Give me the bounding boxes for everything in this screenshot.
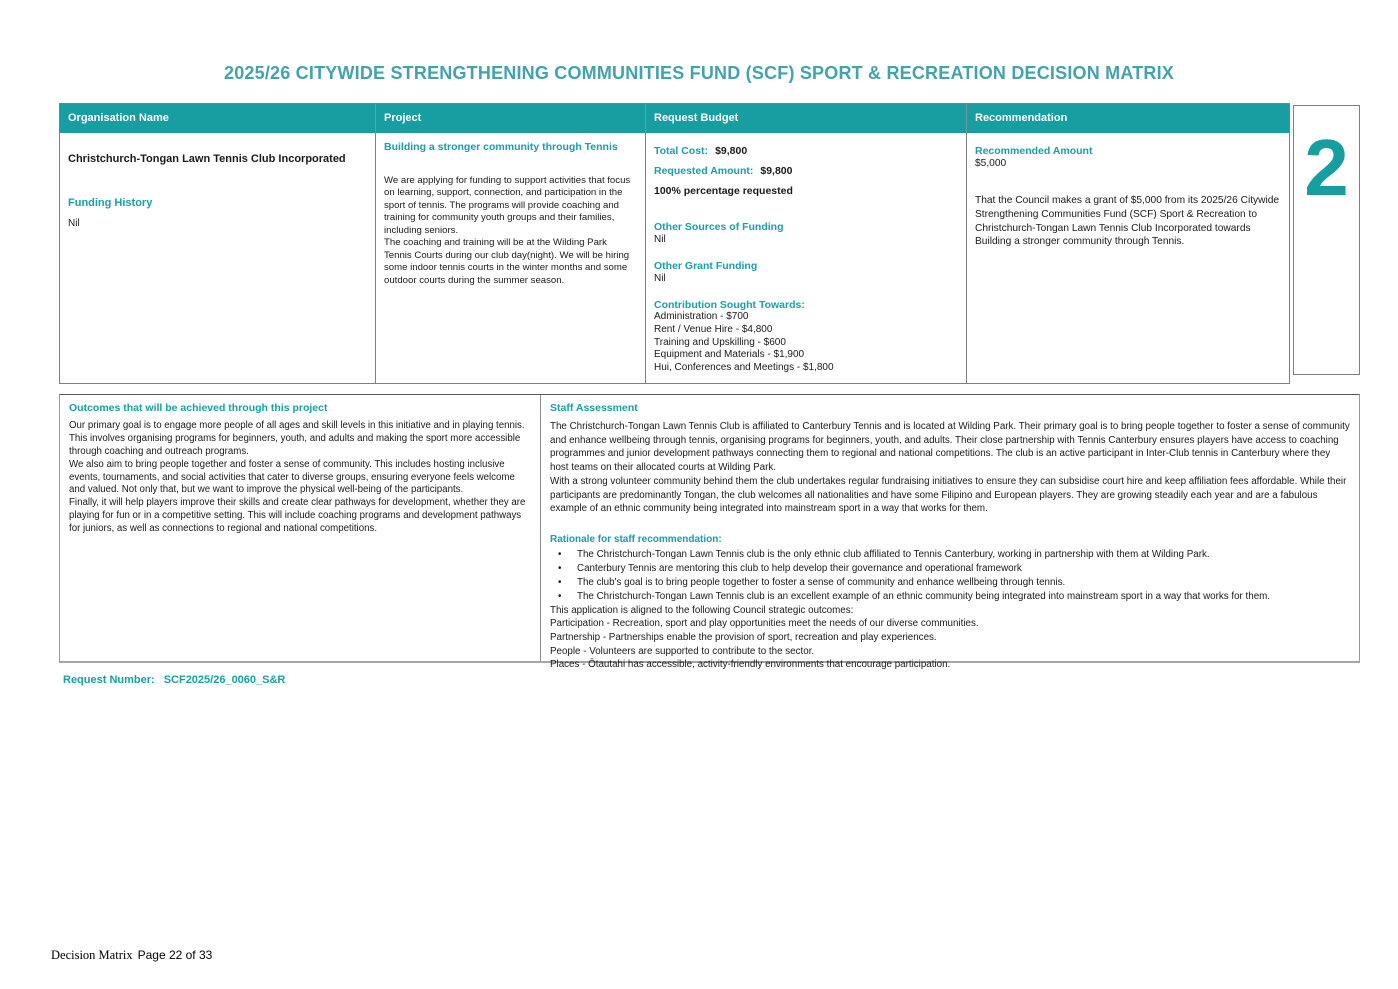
staff-assessment-box [541, 395, 1359, 671]
other-grant-group [654, 260, 958, 284]
requested-amount-line [654, 165, 958, 177]
other-sources-value: Nil [654, 234, 666, 245]
rationale-heading: Rationale for staff recommendation: [550, 533, 722, 545]
header-organisation-name: Organisation Name [60, 104, 376, 133]
priority-number-box [1293, 105, 1360, 375]
staff-assessment-paragraph: With a strong volunteer community behind them the club undertakes regular fundraising initiatives to ensure they can subsidise court hire and keep affiliation fees affordable. While their participants are predominantly Tongan, the club welcomes all nationalities and have some Filipino and European players. They are growing steadily each year and are a fabulous example of an ethnic community being integrated into mainstream sport in a way that works for them. [550, 475, 1347, 515]
rationale-bullet-list [550, 548, 1350, 604]
contribution-label: Contribution Sought Towards: [654, 299, 805, 311]
contribution-item: Administration - $700 [654, 311, 749, 322]
total-cost-line [654, 145, 958, 157]
total-cost-value: $9,800 [715, 145, 748, 157]
contribution-item: Equipment and Materials - $1,900 [654, 349, 805, 361]
recommended-amount-value: $5,000 [975, 158, 1007, 169]
rationale-bullet: • The Christchurch-Tongan Lawn Tennis club is the only ethnic club affiliated to Tennis Canterbury, working in partnership with them at Wilding Park. [550, 548, 1350, 562]
funding-history-value: Nil [68, 218, 80, 229]
recommendation-text: That the Council makes a grant of $5,000 from its 2025/26 Citywide Strengthening Communities Fund (SCF) Sport & Recreation to Christchurch-Tongan Lawn Tennis Club Incorporated towards Building a stronger community through Tennis. [975, 195, 1280, 248]
total-cost-label: Total Cost: [654, 145, 709, 157]
aligned-outcome-line: People - Volunteers are supported to contribute to the sector. [550, 645, 815, 657]
table-body-row [60, 133, 1289, 383]
header-project: Project [376, 104, 646, 133]
staff-assessment-heading: Staff Assessment [550, 402, 638, 414]
requested-amount-value: $9,800 [760, 165, 793, 177]
page-title: 2025/26 CITYWIDE STRENGTHENING COMMUNITIES FUND (SCF) SPORT & RECREATION DECISION MATRIX [224, 63, 1174, 83]
recommendation-cell [967, 133, 1289, 383]
project-cell [376, 133, 646, 383]
request-number-label: Request Number: [63, 674, 155, 686]
priority-number: 2 [1304, 123, 1349, 212]
staff-assessment-paragraph: The Christchurch-Tongan Lawn Tennis Club is affiliated to Canterbury Tennis and is located at Wilding Park. Their primary goal is to bring people together to foster a sense of community and enhance wellbeing through tennis, organising programs for beginners, youth, and adults. Their close partnership with Tennis Canterbury ensures players have access to coaching programmes and junior development pathways connecting them to regional and national competitions. The club is an active participant in Inter-Club tennis in Canterbury where they host teams on their allocated courts at Wilding Park. [550, 421, 1350, 474]
recommended-amount-label: Recommended Amount [975, 145, 1093, 157]
request-number [63, 674, 285, 686]
funding-history-label: Funding History [68, 197, 153, 209]
other-grant-value: Nil [654, 273, 666, 284]
outcomes-text [69, 420, 531, 536]
project-description [384, 175, 637, 287]
contribution-item: Rent / Venue Hire - $4,800 [654, 323, 773, 335]
other-sources-group [654, 221, 958, 245]
contribution-item: Training and Upskilling - $600 [654, 336, 786, 348]
outcomes-paragraph: We also aim to bring people together and foster a sense of community. This includes hosting inclusive events, tournaments, and social activities that cater to diverse groups, ensuring everyone feels welcome and valued. Not only that, but we want to improve the physical well-being of the participants. [69, 458, 515, 496]
decision-matrix-table [59, 103, 1290, 384]
outcomes-box [60, 395, 541, 661]
other-grant-label: Other Grant Funding [654, 260, 758, 272]
request-budget-cell [646, 133, 967, 383]
rationale-bullet: • The Christchurch-Tongan Lawn Tennis club is an excellent example of an ethnic community being integrated into mainstream sport in a way that works for them. [550, 590, 1350, 604]
staff-assessment-text [550, 420, 1350, 516]
requested-amount-label: Requested Amount: [654, 165, 754, 177]
table-header-row [60, 104, 1289, 133]
project-description-paragraph: The coaching and training will be at the Wilding Park Tennis Courts during our club day(night). We will be hiring some indoor tennis courts in the winter months and some outdoor courts during the summer season. [384, 237, 630, 286]
aligned-outcomes-lines [550, 617, 1350, 672]
percentage-requested: 100% percentage requested [654, 185, 793, 197]
project-title: Building a stronger community through Tennis [384, 141, 618, 153]
rationale-bullet: • The club's goal is to bring people together to foster a sense of community and enhance wellbeing through tennis. [550, 576, 1350, 590]
rationale-bullet: • Canterbury Tennis are mentoring this club to help develop their governance and operational framework [550, 562, 1350, 576]
assessment-section [59, 394, 1360, 671]
aligned-outcome-line: Partnership - Partnerships enable the provision of sport, recreation and play experiences. [550, 631, 937, 643]
organisation-cell [60, 133, 376, 383]
footer-page-number: Page 22 of 33 [137, 948, 213, 962]
project-description-paragraph: We are applying for funding to support activities that focus on learning, support, connection, and participation in the sport of tennis. The programs will provide coaching and training for community youth groups and their families, including seniors. [384, 175, 631, 236]
aligned-outcomes-intro: This application is aligned to the following Council strategic outcomes: [550, 604, 854, 616]
header-request-budget: Request Budget [646, 104, 967, 133]
footer-document-name: Decision Matrix [51, 948, 133, 962]
contribution-items [654, 311, 958, 375]
outcomes-heading: Outcomes that will be achieved through this project [69, 402, 328, 414]
organisation-name: Christchurch-Tongan Lawn Tennis Club Incorporated [68, 153, 346, 165]
request-number-value: SCF2025/26_0060_S&R [163, 674, 286, 686]
outcomes-paragraph: Our primary goal is to engage more people of all ages and skill levels in this initiative and in playing tennis. This involves organising programs for beginners, youth, and adults and making the sport more accessible through coaching and outreach programs. [69, 420, 525, 457]
aligned-outcome-line: Places - Ōtautahi has accessible, activity-friendly environments that encourage participation. [550, 659, 951, 671]
other-sources-label: Other Sources of Funding [654, 221, 784, 233]
outcomes-paragraph: Finally, it will help players improve their skills and create clear pathways for development, whether they are playing for fun or in a competitive setting. This will include coaching programs and development pathways for juniors, as well as connections to regional and national competitions. [69, 497, 526, 535]
page-footer [51, 948, 212, 963]
contribution-item: Hui, Conferences and Meetings - $1,800 [654, 362, 834, 374]
header-recommendation: Recommendation [975, 112, 1068, 124]
aligned-outcome-line: Participation - Recreation, sport and play opportunities meet the needs of our diverse communities. [550, 618, 979, 630]
